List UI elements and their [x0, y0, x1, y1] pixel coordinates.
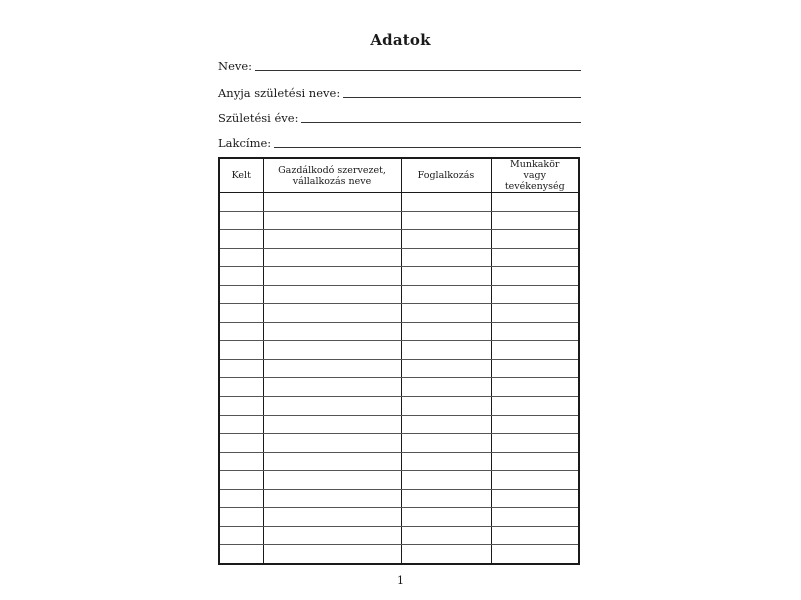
table-cell [220, 452, 263, 471]
table-cell [401, 322, 491, 341]
table-cell [401, 211, 491, 230]
address-field [218, 132, 581, 150]
table-cell [220, 341, 263, 360]
table-row [220, 285, 578, 304]
table-cell [491, 378, 578, 397]
table-cell [491, 545, 578, 563]
table-row [220, 378, 578, 397]
table-cell [220, 193, 263, 212]
table-cell [401, 489, 491, 508]
table-cell [401, 378, 491, 397]
mother-name-field [218, 82, 581, 100]
table-cell [401, 434, 491, 453]
table-cell [220, 415, 263, 434]
table-row [220, 248, 578, 267]
table-cell [401, 193, 491, 212]
table-cell [263, 304, 401, 323]
table-cell [401, 471, 491, 490]
mother-name-field-line [343, 97, 581, 98]
table-cell [491, 434, 578, 453]
table-cell [263, 415, 401, 434]
table-cell [401, 452, 491, 471]
table-cell [491, 267, 578, 286]
table-cell [491, 452, 578, 471]
table-cell [263, 489, 401, 508]
table-cell [401, 341, 491, 360]
table-cell [491, 230, 578, 249]
table-cell [263, 545, 401, 563]
table-cell [220, 285, 263, 304]
table-cell [220, 322, 263, 341]
form-title: Adatok [370, 31, 431, 49]
table-row [220, 322, 578, 341]
table-cell [491, 489, 578, 508]
table-cell [263, 378, 401, 397]
table-cell [220, 378, 263, 397]
table-cell [491, 248, 578, 267]
table-cell [263, 193, 401, 212]
table-cell [401, 545, 491, 563]
table-cell [263, 434, 401, 453]
table-cell [263, 230, 401, 249]
mother-name-field-label: Anyja születési neve: [218, 86, 341, 100]
table-row [220, 545, 578, 563]
table-cell [401, 230, 491, 249]
table-row [220, 304, 578, 323]
table-cell [491, 508, 578, 527]
table-cell [491, 359, 578, 378]
table-cell [491, 341, 578, 360]
table-cell [401, 359, 491, 378]
table-row [220, 471, 578, 490]
table-cell [220, 304, 263, 323]
table-row [220, 193, 578, 212]
table-cell [263, 285, 401, 304]
table-cell [491, 193, 578, 212]
table-cell [491, 526, 578, 545]
table-header-row [220, 159, 578, 193]
name-field-label: Neve: [218, 59, 253, 73]
table-row [220, 267, 578, 286]
header-organization-text: Gazdálkodó szervezet, vállalkozás neve [278, 164, 386, 187]
table-cell [220, 267, 263, 286]
table-cell [491, 322, 578, 341]
table-cell [220, 526, 263, 545]
page-number: 1 [397, 574, 404, 587]
birth-year-field-line [301, 122, 581, 123]
name-field [218, 55, 581, 73]
table-row [220, 489, 578, 508]
table-cell [220, 397, 263, 416]
table-cell [401, 304, 491, 323]
table-cell [263, 359, 401, 378]
table-cell [263, 248, 401, 267]
table-cell [263, 452, 401, 471]
header-position-text: Munkakör vagy tevékenység [504, 159, 565, 192]
table-cell [220, 359, 263, 378]
table-cell [263, 397, 401, 416]
table-cell [263, 322, 401, 341]
table-row [220, 415, 578, 434]
table-cell [401, 267, 491, 286]
name-field-line [255, 70, 581, 71]
table-cell [220, 211, 263, 230]
table-row [220, 359, 578, 378]
table-cell [401, 526, 491, 545]
header-position [491, 159, 578, 193]
table-cell [491, 211, 578, 230]
table-row [220, 434, 578, 453]
table-cell [220, 545, 263, 563]
table-cell [263, 267, 401, 286]
table-cell [401, 508, 491, 527]
table-cell [220, 230, 263, 249]
table-cell [491, 397, 578, 416]
table-row [220, 230, 578, 249]
table-cell [401, 415, 491, 434]
table-body [220, 193, 578, 564]
table-cell [263, 508, 401, 527]
table-cell [401, 397, 491, 416]
table-cell [220, 471, 263, 490]
table-cell [263, 341, 401, 360]
table-cell [263, 211, 401, 230]
table-cell [491, 304, 578, 323]
table-row [220, 211, 578, 230]
employment-table [218, 157, 580, 565]
table-row [220, 341, 578, 360]
table-cell [491, 471, 578, 490]
header-occupation: Foglalkozás [401, 159, 491, 193]
header-date: Kelt [220, 159, 263, 193]
address-field-line [274, 147, 581, 148]
table-cell [263, 471, 401, 490]
table-cell [220, 248, 263, 267]
address-field-label: Lakcíme: [218, 136, 272, 150]
birth-year-field-label: Születési éve: [218, 111, 299, 125]
birth-year-field [218, 107, 581, 125]
table-cell [401, 285, 491, 304]
table-cell [491, 415, 578, 434]
table-row [220, 452, 578, 471]
table-row [220, 397, 578, 416]
table-cell [220, 489, 263, 508]
table-cell [263, 526, 401, 545]
table-cell [220, 508, 263, 527]
table-cell [401, 248, 491, 267]
table-row [220, 526, 578, 545]
table-cell [220, 434, 263, 453]
table-cell [491, 285, 578, 304]
table-row [220, 508, 578, 527]
header-organization [263, 159, 401, 193]
